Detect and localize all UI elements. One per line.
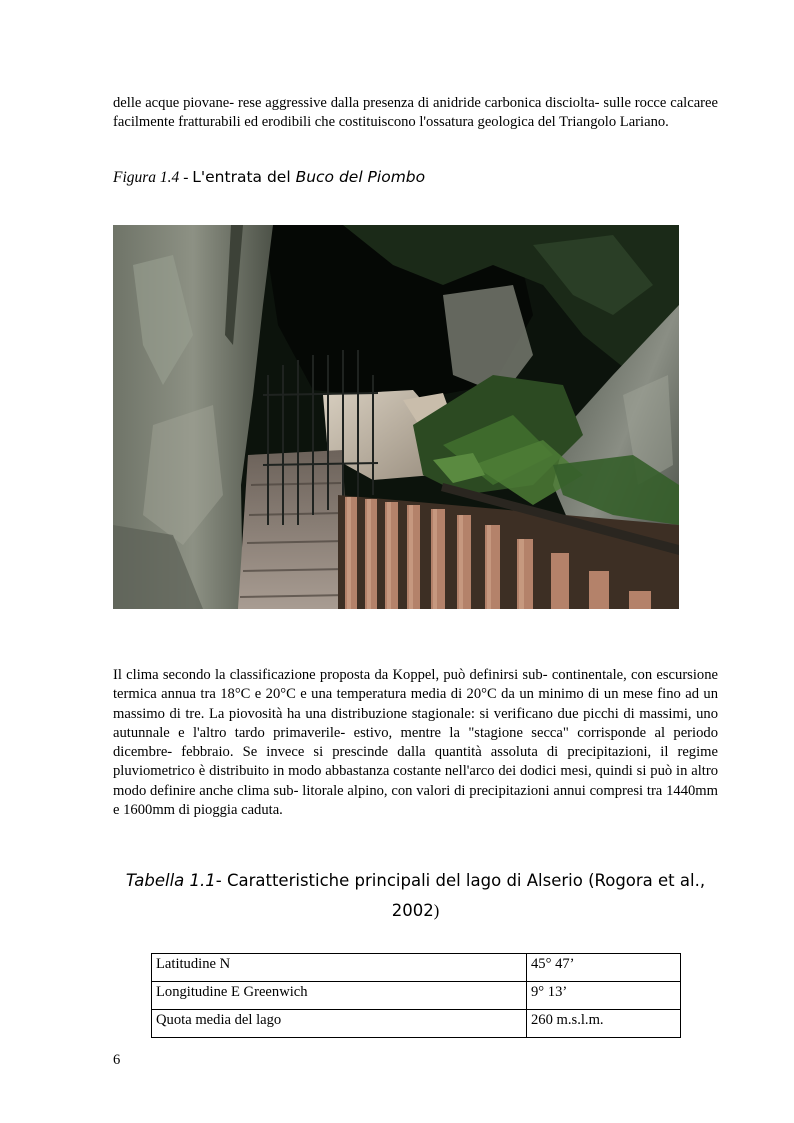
table-caption-text: - Caratteristiche principali del lago di Alserio (Rogora et al., 2002 — [215, 871, 706, 920]
figure-caption — [113, 168, 425, 187]
table-caption — [113, 866, 718, 926]
paragraph-climate: Il clima secondo la classificazione proposta da Koppel, può definirsi sub- continentale, con escursione termica annua tra 18°C e 20°C e una temperatura media di 20°C da un minimo di un mese fino ad un massimo di tre. La piovosità ha una distribuzione stagionale: si verificano due picchi di massimi, uno autunnale e l'altro tardo primaverile- estivo, mentre la "stagione secca" corrisponde al periodo dicembre- febbraio. Se invece si prescinde dalla quantità assoluta di precipitazioni, il regime pluviometrico è distribuito in modo abbastanza costante nell'arco dei dodici mesi, quindi si può in altro modo definire anche clima sub- litorale alpino, con valori di precipitazioni annui compresi tra 1440mm e 1600mm di pioggia caduta. — [113, 667, 718, 819]
figure-caption-italic: Buco del Piombo — [295, 168, 426, 186]
table-cell-value: 45° 47’ — [527, 954, 681, 982]
figure-separator: - — [179, 169, 193, 186]
table-row — [152, 954, 681, 982]
lake-properties-table — [151, 953, 681, 1038]
table-cell-value: 260 m.s.l.m. — [527, 1010, 681, 1038]
figure-label: Figura 1.4 — [113, 169, 180, 186]
table-row — [152, 982, 681, 1010]
table-cell-name: Longitudine E Greenwich — [152, 982, 527, 1010]
table-cell-value: 9° 13’ — [527, 982, 681, 1010]
table-cell-name: Quota media del lago — [152, 1010, 527, 1038]
table-caption-close: ) — [433, 901, 440, 920]
page-number: 6 — [113, 1052, 121, 1068]
table-cell-name: Latitudine N — [152, 954, 527, 982]
figure-caption-text: L'entrata del — [192, 168, 296, 186]
table-row — [152, 1010, 681, 1038]
table-caption-label: Tabella 1.1 — [125, 871, 216, 890]
cave-entrance-photo — [113, 225, 679, 609]
paragraph-intro: delle acque piovane- rese aggressive dalla presenza di anidride carbonica disciolta- sulle rocce calcaree facilmente fratturabili ed erodibili che costituiscono l'ossatura geologica del Triangolo Lariano. — [113, 95, 718, 131]
